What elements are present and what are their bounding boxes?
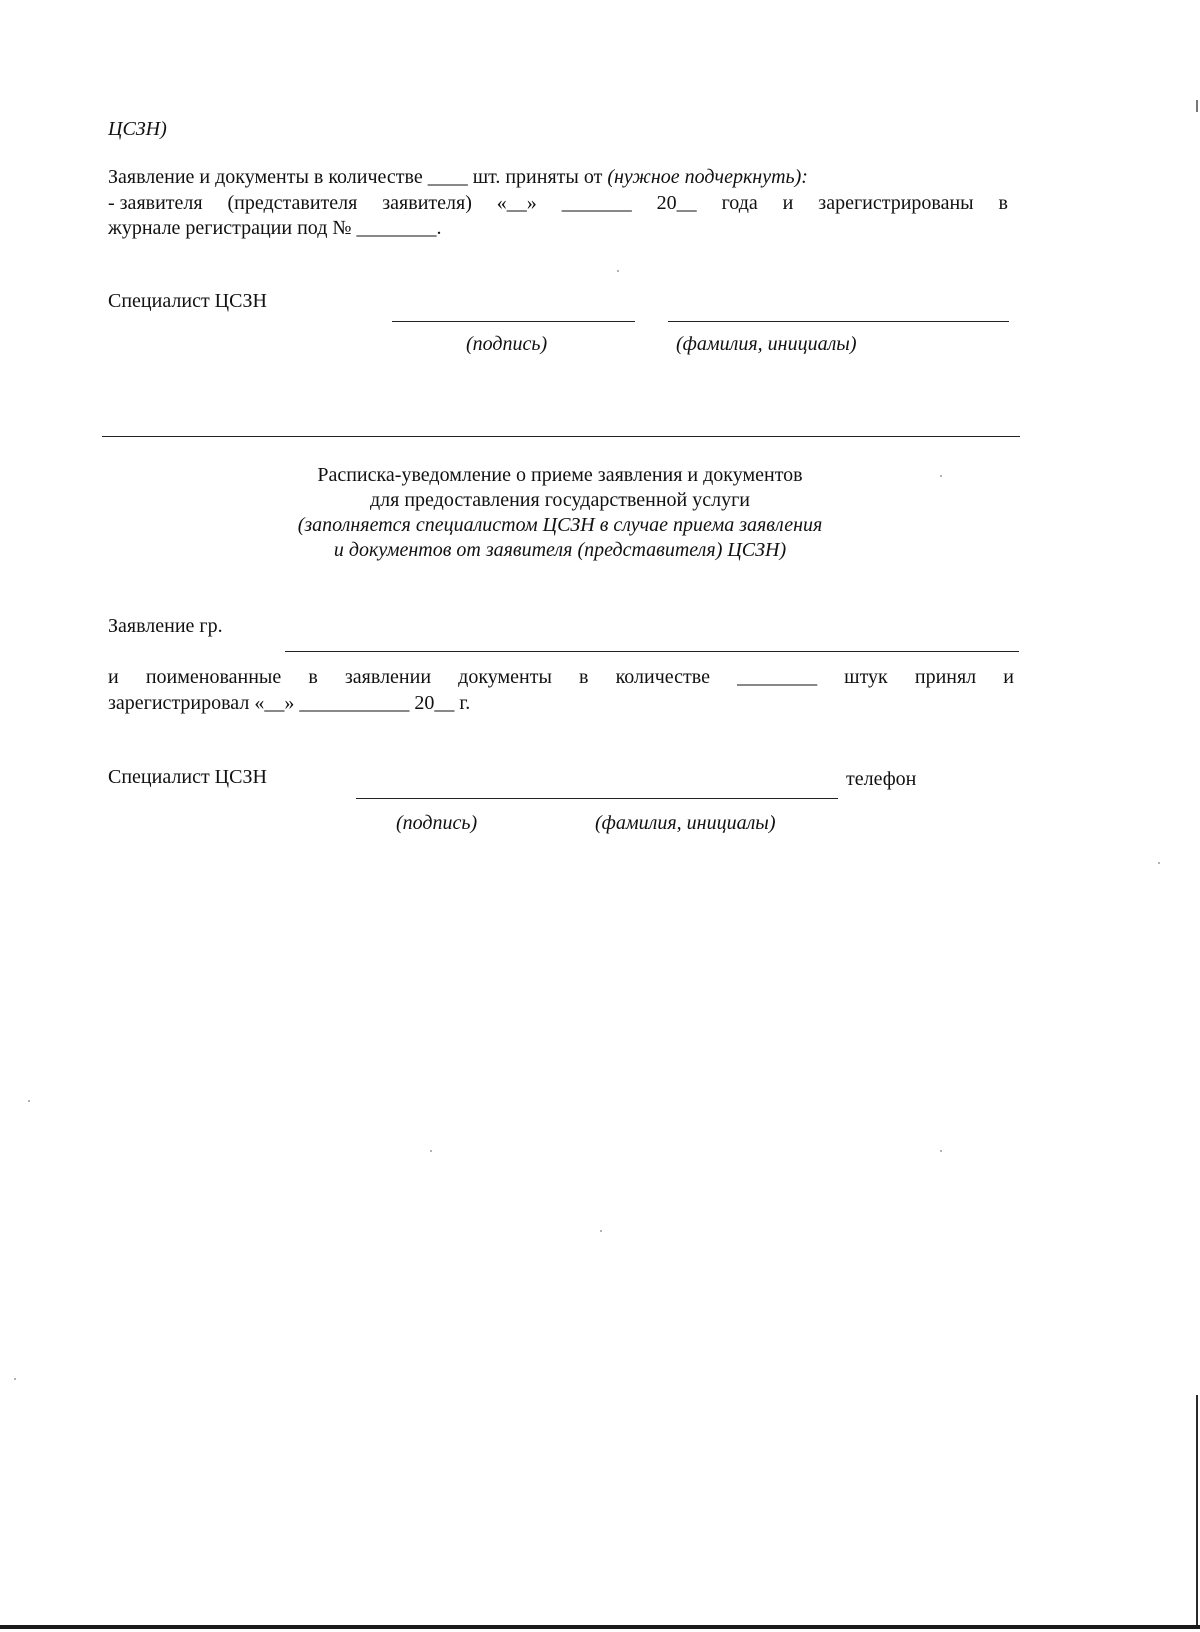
section-divider (102, 436, 1020, 437)
signature-caption: (подпись) (466, 333, 548, 355)
documents-count-line-word: ________ (737, 666, 818, 688)
documents-count-line-word: заявлении (344, 666, 432, 688)
receipt-signature-line (356, 798, 838, 799)
applicant-date-line-word: 20__ (656, 192, 697, 214)
heading-tail: ЦСЗН) (108, 118, 167, 140)
applicant-date-line-word: года (721, 192, 758, 214)
scan-bottom-edge (0, 1625, 1200, 1629)
name-caption: (фамилия, инициалы) (676, 333, 857, 355)
documents-count-line-word: штук (844, 666, 888, 688)
documents-count-line-word: в (308, 666, 318, 688)
scan-mark (1196, 100, 1198, 112)
applicant-date-line-word: (представителя (227, 192, 358, 214)
signature-line (392, 321, 635, 322)
registration-number-line: журнале регистрации под № ________. (108, 217, 442, 239)
scan-right-edge (1196, 1395, 1198, 1625)
registered-date-line: зарегистрировал «__» ___________ 20__ г. (108, 692, 471, 714)
scan-speck (940, 1150, 942, 1152)
applicant-date-line-word: заявителя) (382, 192, 472, 214)
applicant-date-line-word: «__» (496, 192, 537, 214)
accepted-from-text: шт. приняты от (467, 166, 608, 188)
accepted-line (108, 166, 808, 189)
scan-speck (1158, 862, 1160, 864)
scan-speck (430, 1150, 432, 1152)
scan-speck (940, 475, 942, 477)
documents-count-line (108, 666, 1014, 689)
applicant-date-line-word: - заявителя (108, 192, 203, 214)
receipt-title-line: Расписка-уведомление о приеме заявления и документов (317, 464, 803, 486)
applicant-name-line (285, 651, 1019, 652)
receipt-header (180, 463, 940, 563)
scan-speck (617, 270, 619, 272)
name-line (668, 321, 1009, 322)
receipt-note-line: (заполняется специалистом ЦСЗН в случае приема заявления (297, 514, 823, 536)
documents-count-line-word: и (1003, 666, 1014, 688)
documents-count-line-word: в (579, 666, 589, 688)
documents-count-line-word: поименованные (145, 666, 282, 688)
applicant-date-line (108, 192, 1008, 215)
receipt-signature-caption: (подпись) (396, 812, 478, 834)
applicant-label: Заявление гр. (108, 615, 223, 637)
scan-speck (14, 1378, 16, 1380)
receipt-title-line: для предоставления государственной услуги (369, 489, 751, 511)
accepted-text: Заявление и документы в количестве (108, 166, 428, 188)
receipt-specialist-label: Специалист ЦСЗН (108, 766, 267, 788)
underline-note: (нужное подчеркнуть): (607, 166, 808, 188)
documents-count-line-word: количестве (615, 666, 710, 688)
applicant-date-line-word: _______ (561, 192, 632, 214)
applicant-date-line-word: зарегистрированы (818, 192, 974, 214)
scan-speck (600, 1230, 602, 1232)
applicant-date-line-word: в (998, 192, 1008, 214)
specialist-label: Специалист ЦСЗН (108, 290, 267, 312)
scan-speck (28, 1100, 30, 1102)
receipt-note-line: и документов от заявителя (представителя) ЦСЗН) (333, 539, 787, 561)
receipt-name-caption: (фамилия, инициалы) (595, 812, 776, 834)
documents-count-line-word: документы (458, 666, 552, 688)
documents-count-line-word: и (108, 666, 119, 688)
phone-label: телефон (846, 768, 917, 790)
applicant-date-line-word: и (782, 192, 794, 214)
documents-count-line-word: принял (914, 666, 977, 688)
quantity-blank: ____ (427, 166, 468, 188)
